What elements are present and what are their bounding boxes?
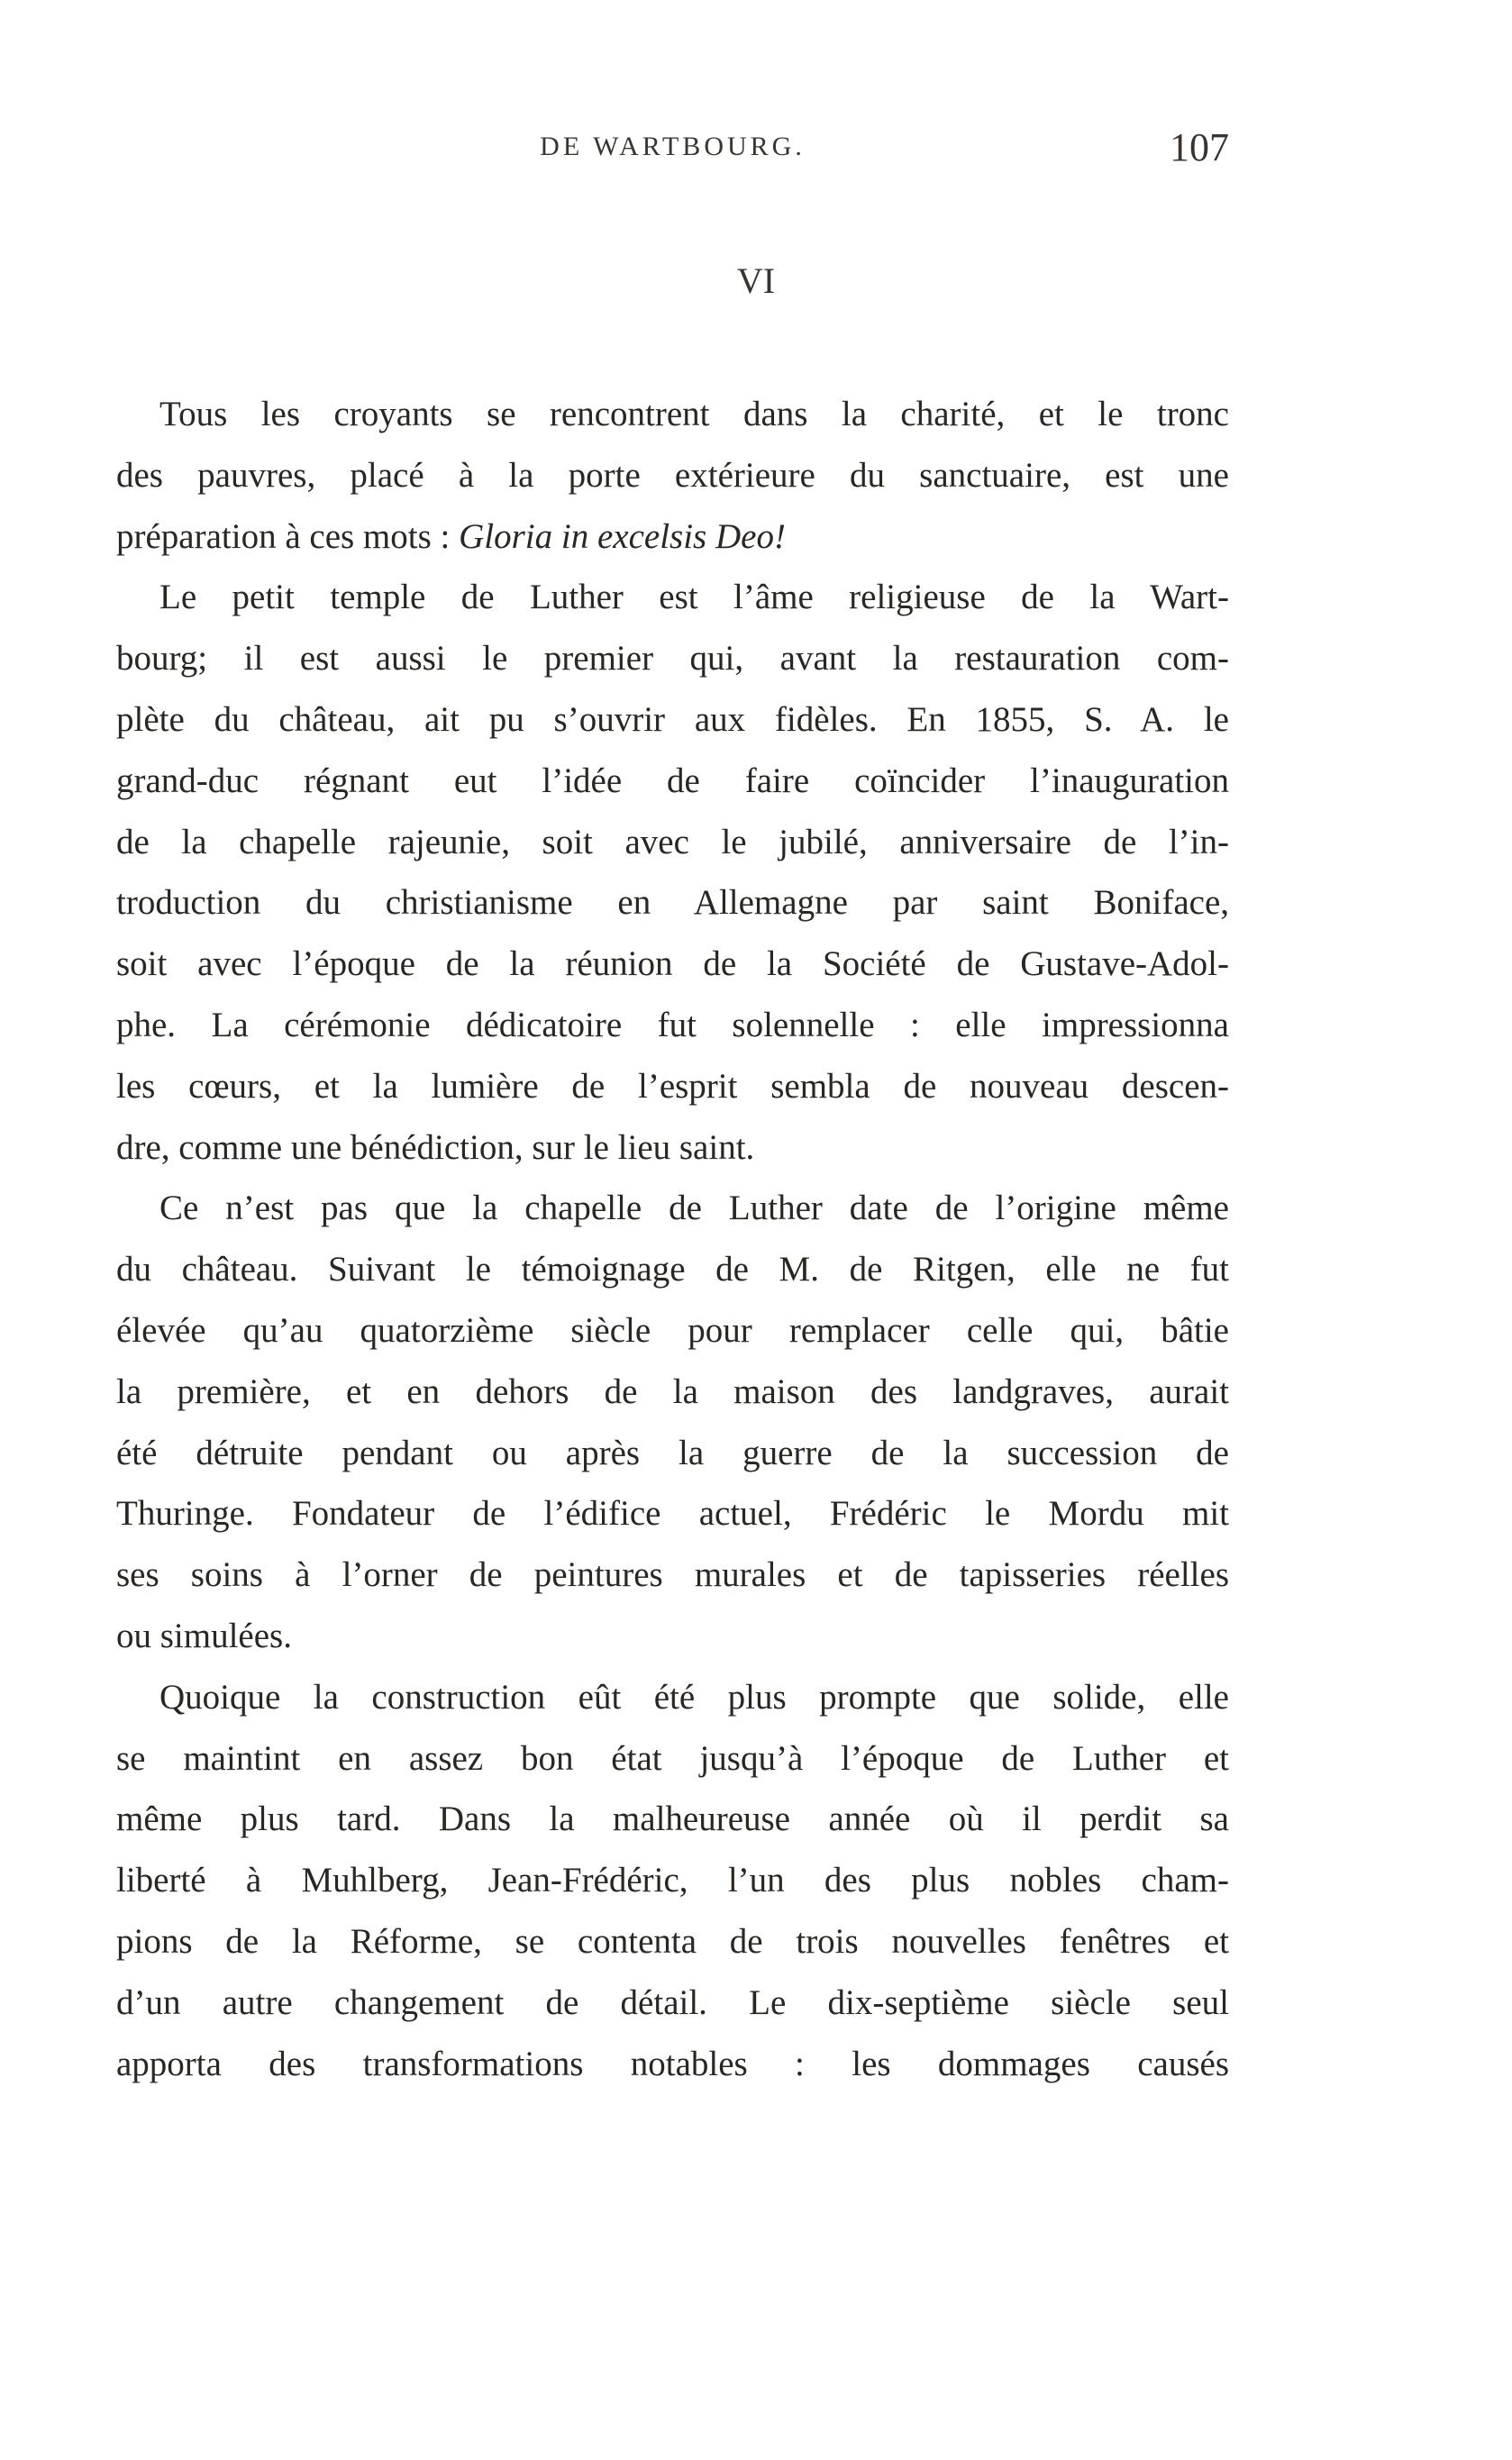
text-line: plète du château, ait pu s’ouvrir aux fidèles. En 1855, S. A. le bbox=[116, 699, 1229, 739]
text-line: Quoique la construction eût été plus prompte que solide, elle bbox=[159, 1677, 1229, 1717]
text-line: ou simulées. bbox=[116, 1616, 292, 1655]
text-line: du château. Suivant le témoignage de M. de Ritgen, elle ne fut bbox=[116, 1250, 1229, 1289]
text-line: de la chapelle rajeunie, soit avec le jubilé, anniversaire de l’in- bbox=[116, 822, 1229, 861]
text-line: se maintint en assez bon état jusqu’à l’époque de Luther et bbox=[116, 1738, 1229, 1778]
section-heading: VI bbox=[736, 260, 776, 301]
text-line: pions de la Réforme, se contenta de trois nouvelles fenêtres et bbox=[116, 1921, 1229, 1961]
text-line: d’un autre changement de détail. Le dix-septième siècle seul bbox=[116, 1982, 1229, 2022]
text-line: des pauvres, placé à la porte extérieure du sanctuaire, est une bbox=[116, 455, 1229, 495]
body-text bbox=[116, 384, 1229, 2094]
text-line: dre, comme une bénédiction, sur le lieu saint. bbox=[116, 1127, 755, 1167]
text-line: Le petit temple de Luther est l’âme religieuse de la Wart- bbox=[159, 578, 1229, 617]
text-line: élevée qu’au quatorzième siècle pour remplacer celle qui, bâtie bbox=[116, 1310, 1229, 1350]
running-title: DE WARTBOURG. bbox=[540, 132, 806, 161]
text-line: les cœurs, et la lumière de l’esprit sembla de nouveau descen- bbox=[116, 1066, 1229, 1106]
text-line: la première, et en dehors de la maison des landgraves, aurait bbox=[116, 1371, 1229, 1411]
text-line: bourg; il est aussi le premier qui, avant la restauration com- bbox=[116, 639, 1229, 679]
text-line: apporta des transformations notables : les dommages causés bbox=[116, 2044, 1229, 2083]
text-line: Ce n’est pas que la chapelle de Luther date de l’origine même bbox=[159, 1189, 1229, 1228]
text-line: phe. La cérémonie dédicatoire fut solennelle : elle impressionna bbox=[116, 1005, 1229, 1044]
text-line: liberté à Muhlberg, Jean-Frédéric, l’un des plus nobles cham- bbox=[116, 1861, 1229, 1900]
text-line: grand-duc régnant eut l’idée de faire coïncider l’inauguration bbox=[116, 761, 1229, 800]
text-line bbox=[116, 506, 1229, 568]
running-head bbox=[116, 124, 1229, 178]
text-line: été détruite pendant ou après la guerre de la succession de bbox=[116, 1433, 1229, 1472]
text-span: préparation à ces mots : bbox=[116, 516, 451, 556]
text-line: Thuringe. Fondateur de l’édifice actuel, Frédéric le Mordu mit bbox=[116, 1494, 1229, 1534]
text-line: ses soins à l’orner de peintures murales et de tapisseries réelles bbox=[116, 1555, 1229, 1595]
text-line: soit avec l’époque de la réunion de la Société de Gustave-Adol- bbox=[116, 944, 1229, 984]
text-line: même plus tard. Dans la malheureuse année où il perdit sa bbox=[116, 1799, 1229, 1839]
text-line: troduction du christianisme en Allemagne par saint Boniface, bbox=[116, 883, 1229, 923]
text-line: Tous les croyants se rencontrent dans la charité, et le tronc bbox=[159, 395, 1229, 433]
latin-quote: Gloria in excelsis Deo! bbox=[459, 516, 786, 556]
page-number: 107 bbox=[1170, 125, 1229, 169]
